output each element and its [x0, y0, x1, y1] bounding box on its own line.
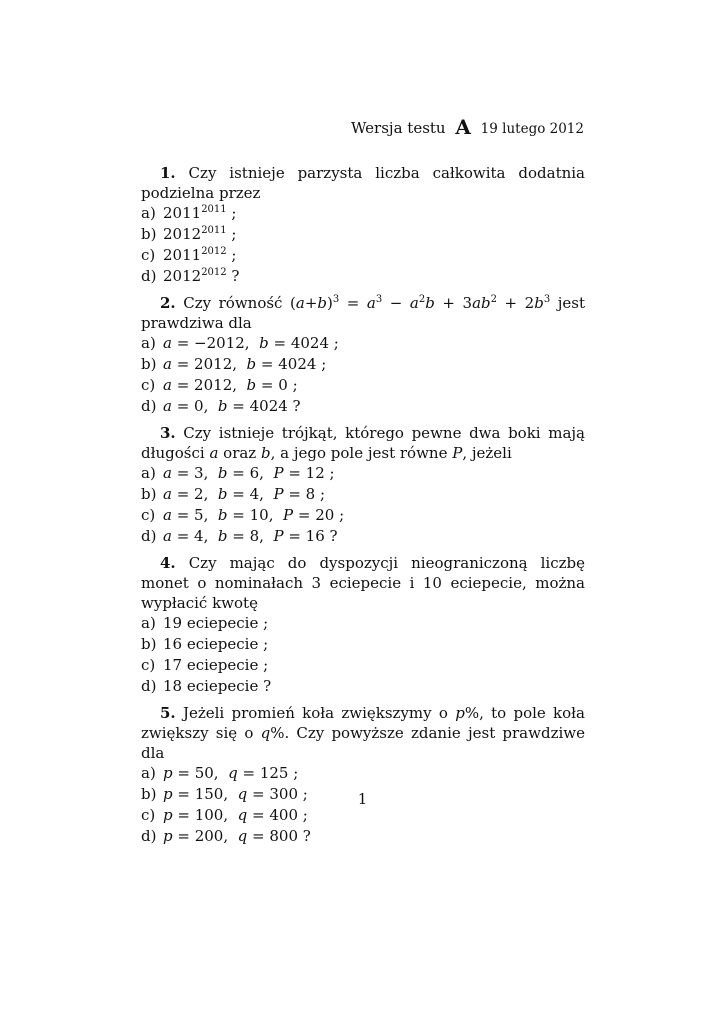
- question-number: 4.: [160, 554, 176, 572]
- option-text: p = 200, q = 800 ?: [163, 827, 311, 845]
- header-prefix: Wersja testu: [350, 119, 446, 137]
- question-2: [141, 293, 585, 417]
- test-date: 19 lutego 2012: [480, 121, 584, 137]
- question-body: Czy mając do dyspozycji nieograniczoną liczbę monet o nominałach 3 eciepecie i 10 eciepecie, można wypłacić kwotę: [141, 554, 585, 612]
- option-label: c): [141, 656, 156, 674]
- question-body: Czy istnieje parzysta liczba całkowita dodatnia podzielna przez: [141, 164, 585, 202]
- test-header: [351, 115, 584, 139]
- question-number: 3.: [160, 424, 176, 442]
- option-text: $2012^{2011}$ ;: [163, 225, 237, 243]
- question-4: [141, 553, 585, 697]
- answer-option: [141, 333, 585, 354]
- option-text: 17 eciepecie ;: [163, 656, 269, 674]
- option-text: $2012^{2012}$ ?: [163, 267, 240, 285]
- answer-option: [141, 676, 585, 697]
- question-body: Czy równość $(a+b)^3 = a^3 - a^2b + 3ab^2 + 2b^3$ jest prawdziwa dla: [141, 294, 585, 332]
- option-text: $2011^{2011}$ ;: [163, 204, 237, 222]
- answer-option: [141, 826, 585, 847]
- answer-option: [141, 463, 585, 484]
- question-3: [141, 423, 585, 547]
- option-text: 18 eciepecie ?: [163, 677, 272, 695]
- option-text: a = 3, b = 6, P = 12 ;: [163, 464, 335, 482]
- answer-option: [141, 354, 585, 375]
- option-label: c): [141, 246, 156, 264]
- answer-option: [141, 245, 585, 266]
- option-text: p = 50, q = 125 ;: [163, 764, 299, 782]
- question-body: Czy istnieje trójkąt, którego pewne dwa boki mają długości a oraz b, a jego pole jest równe P, jeżeli: [141, 424, 585, 462]
- answer-option: [141, 526, 585, 547]
- answer-option: [141, 505, 585, 526]
- question-number: 2.: [160, 294, 176, 312]
- option-text: a = 4, b = 8, P = 16 ?: [163, 527, 338, 545]
- option-label: c): [141, 806, 156, 824]
- question-number: 5.: [160, 704, 176, 722]
- option-label: b): [141, 485, 157, 503]
- option-label: b): [141, 635, 157, 653]
- option-label: c): [141, 376, 156, 394]
- option-text: a = 2012, b = 4024 ;: [163, 355, 327, 373]
- answer-option: [141, 655, 585, 676]
- option-text: p = 150, q = 300 ;: [163, 785, 308, 803]
- answer-option: [141, 375, 585, 396]
- option-label: a): [141, 464, 156, 482]
- question-list: [141, 163, 585, 853]
- option-label: a): [141, 764, 156, 782]
- option-text: a = 5, b = 10, P = 20 ;: [163, 506, 345, 524]
- answer-option: [141, 266, 585, 287]
- option-text: p = 100, q = 400 ;: [163, 806, 308, 824]
- answer-option: [141, 805, 585, 826]
- test-variant: A: [455, 115, 471, 139]
- question-body: Jeżeli promień koła zwiększymy o p%, to pole koła zwiększy się o q%. Czy powyższe zdanie jest prawdziwe dla: [141, 704, 585, 762]
- option-label: a): [141, 614, 156, 632]
- option-text: a = −2012, b = 4024 ;: [163, 334, 339, 352]
- question-1: [141, 163, 585, 287]
- question-text: [141, 553, 585, 613]
- answer-option: [141, 203, 585, 224]
- question-text: [141, 703, 585, 763]
- question-number: 1.: [160, 164, 176, 182]
- option-label: d): [141, 397, 157, 415]
- option-label: d): [141, 827, 157, 845]
- option-label: b): [141, 355, 157, 373]
- option-text: a = 2012, b = 0 ;: [163, 376, 298, 394]
- option-text: 19 eciepecie ;: [163, 614, 269, 632]
- option-label: d): [141, 267, 157, 285]
- option-text: 16 eciepecie ;: [163, 635, 269, 653]
- question-text: [141, 163, 585, 203]
- question-text: [141, 423, 585, 463]
- option-label: d): [141, 677, 157, 695]
- option-label: c): [141, 506, 156, 524]
- answer-option: [141, 763, 585, 784]
- option-label: d): [141, 527, 157, 545]
- option-label: a): [141, 204, 156, 222]
- option-label: b): [141, 225, 157, 243]
- answer-option: [141, 613, 585, 634]
- page-number: 1: [357, 790, 368, 808]
- answer-option: [141, 484, 585, 505]
- question-text: [141, 293, 585, 333]
- option-label: b): [141, 785, 157, 803]
- option-label: a): [141, 334, 156, 352]
- option-text: a = 0, b = 4024 ?: [163, 397, 301, 415]
- option-text: $2011^{2012}$ ;: [163, 246, 237, 264]
- option-text: a = 2, b = 4, P = 8 ;: [163, 485, 326, 503]
- answer-option: [141, 396, 585, 417]
- answer-option: [141, 634, 585, 655]
- question-5: [141, 703, 585, 847]
- answer-option: [141, 224, 585, 245]
